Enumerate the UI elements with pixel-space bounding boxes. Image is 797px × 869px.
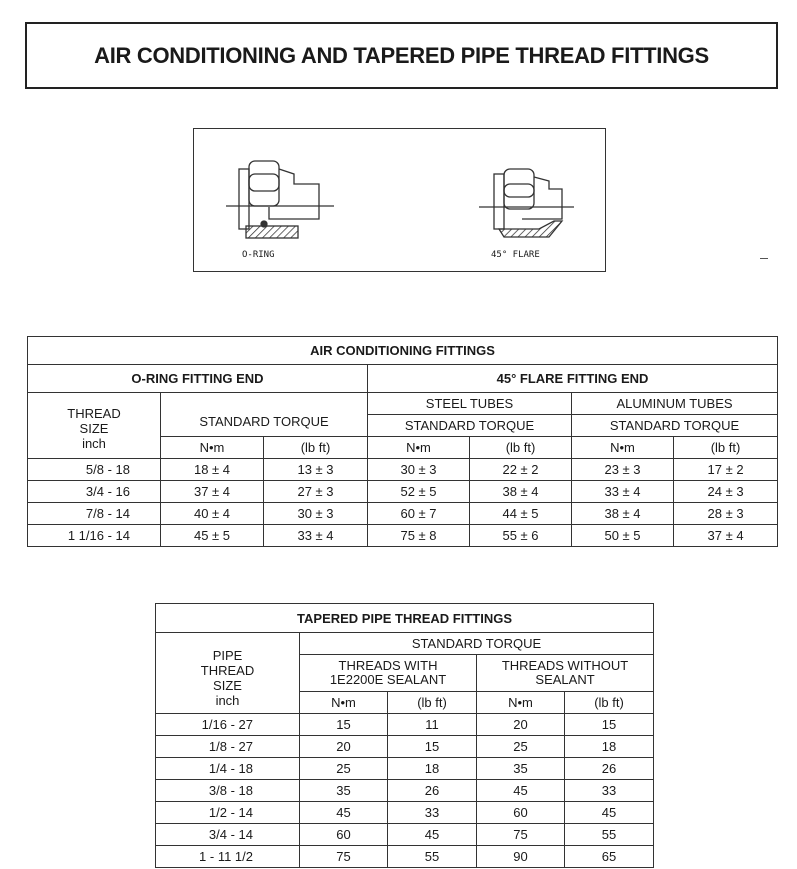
with-sealant-header: THREADS WITH 1E2200E SEALANT [300,655,477,692]
thread-size-cell: 7/8 - 14 [28,503,161,525]
fittings-diagram [193,128,606,272]
table-row [156,846,654,868]
torque-cell: 60 [300,824,388,846]
steel-tubes-header: STEEL TUBES [368,393,572,415]
torque-cell: 75 [477,824,565,846]
o-ring-label: O-RING [242,250,275,260]
unit-nm: N•m [572,437,674,459]
torque-cell: 65 [565,846,654,868]
aluminum-std-torque: STANDARD TORQUE [572,415,778,437]
torque-cell: 37 ± 4 [674,525,778,547]
torque-cell: 25 [300,758,388,780]
torque-cell: 18 [565,736,654,758]
torque-cell: 15 [388,736,477,758]
torque-cell: 22 ± 2 [470,459,572,481]
without-sealant-header: THREADS WITHOUT SEALANT [477,655,654,692]
torque-cell: 15 [565,714,654,736]
torque-cell: 18 [388,758,477,780]
o-ring-fitting-drawing [226,161,334,238]
unit-nm: N•m [300,692,388,714]
torque-cell: 26 [388,780,477,802]
unit-nm: N•m [477,692,565,714]
thread-size-cell: 5/8 - 18 [28,459,161,481]
torque-cell: 90 [477,846,565,868]
table-row [156,780,654,802]
thread-size-cell: 3/4 - 14 [156,824,300,846]
torque-cell: 55 ± 6 [470,525,572,547]
torque-cell: 60 ± 7 [368,503,470,525]
torque-cell: 45 ± 5 [161,525,264,547]
torque-cell: 40 ± 4 [161,503,264,525]
torque-cell: 33 ± 4 [572,481,674,503]
oring-header: O-RING FITTING END [28,365,368,393]
torque-cell: 75 ± 8 [368,525,470,547]
torque-cell: 27 ± 3 [264,481,368,503]
table-row [156,802,654,824]
table-row [156,736,654,758]
table-row [156,824,654,846]
torque-cell: 33 ± 4 [264,525,368,547]
thread-size-cell: 1 1/16 - 14 [28,525,161,547]
oring-std-torque: STANDARD TORQUE [161,393,368,437]
torque-cell: 55 [388,846,477,868]
torque-cell: 15 [300,714,388,736]
torque-cell: 11 [388,714,477,736]
table-row [28,459,778,481]
flare-fitting-drawing [479,169,574,237]
torque-cell: 45 [565,802,654,824]
torque-cell: 33 [565,780,654,802]
torque-cell: 18 ± 4 [161,459,264,481]
thread-size-cell: 3/8 - 18 [156,780,300,802]
pipe-size-header: PIPE THREAD SIZE inch [156,633,300,714]
thread-size-cell: 1/4 - 18 [156,758,300,780]
torque-cell: 17 ± 2 [674,459,778,481]
torque-cell: 52 ± 5 [368,481,470,503]
table-row [156,714,654,736]
torque-cell: 33 [388,802,477,824]
table-title: AIR CONDITIONING FITTINGS [28,337,778,365]
thread-size-cell: 1/8 - 27 [156,736,300,758]
torque-cell: 30 ± 3 [368,459,470,481]
unit-lbft: (lb ft) [388,692,477,714]
tapered-pipe-thread-table [155,603,654,868]
unit-lbft: (lb ft) [565,692,654,714]
torque-cell: 60 [477,802,565,824]
torque-cell: 75 [300,846,388,868]
thread-size-cell: 1 - 11 1/2 [156,846,300,868]
air-conditioning-fittings-table [27,336,778,547]
thread-size-cell: 1/2 - 14 [156,802,300,824]
torque-cell: 50 ± 5 [572,525,674,547]
torque-cell: 38 ± 4 [572,503,674,525]
steel-std-torque: STANDARD TORQUE [368,415,572,437]
table-title: TAPERED PIPE THREAD FITTINGS [156,604,654,633]
thread-size-cell: 3/4 - 16 [28,481,161,503]
torque-cell: 38 ± 4 [470,481,572,503]
table-row [28,481,778,503]
thread-size-header: THREAD SIZE inch [28,393,161,459]
torque-cell: 26 [565,758,654,780]
torque-cell: 24 ± 3 [674,481,778,503]
torque-cell: 13 ± 3 [264,459,368,481]
page-title: AIR CONDITIONING AND TAPERED PIPE THREAD FITTINGS [94,42,709,68]
table-row [156,758,654,780]
torque-cell: 25 [477,736,565,758]
std-torque-header: STANDARD TORQUE [300,633,654,655]
unit-nm: N•m [161,437,264,459]
unit-nm: N•m [368,437,470,459]
page-title-box [25,22,778,89]
table-row [28,503,778,525]
torque-cell: 30 ± 3 [264,503,368,525]
flare-label: 45° FLARE [491,250,540,260]
stray-mark [760,258,768,259]
torque-cell: 20 [477,714,565,736]
torque-cell: 55 [565,824,654,846]
thread-size-cell: 1/16 - 27 [156,714,300,736]
table-row [28,525,778,547]
torque-cell: 45 [300,802,388,824]
torque-cell: 35 [477,758,565,780]
torque-cell: 45 [477,780,565,802]
aluminum-tubes-header: ALUMINUM TUBES [572,393,778,415]
torque-cell: 20 [300,736,388,758]
unit-lbft: (lb ft) [264,437,368,459]
unit-lbft: (lb ft) [470,437,572,459]
torque-cell: 35 [300,780,388,802]
unit-lbft: (lb ft) [674,437,778,459]
torque-cell: 45 [388,824,477,846]
torque-cell: 23 ± 3 [572,459,674,481]
flare-header: 45° FLARE FITTING END [368,365,778,393]
torque-cell: 28 ± 3 [674,503,778,525]
torque-cell: 44 ± 5 [470,503,572,525]
torque-cell: 37 ± 4 [161,481,264,503]
